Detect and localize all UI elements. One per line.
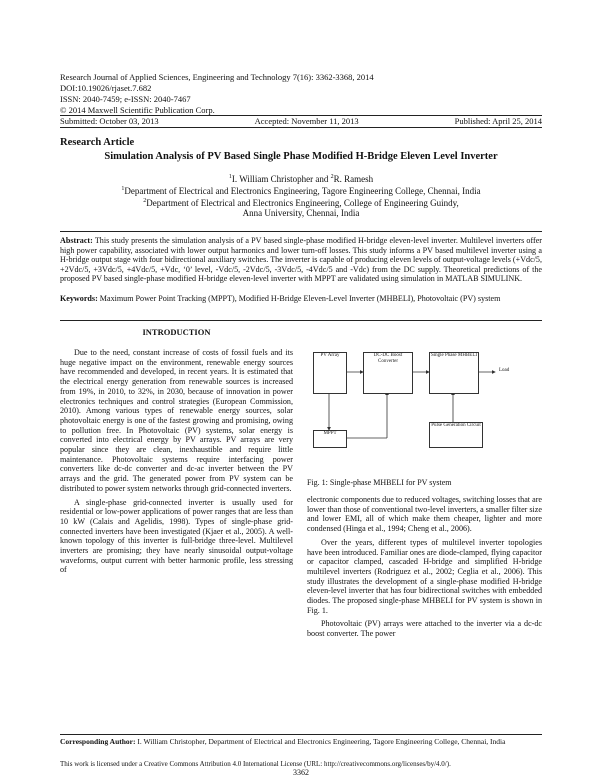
article-title: Simulation Analysis of PV Based Single Phase Modified H-Bridge Eleven Level Inverter xyxy=(104,151,498,162)
journal-name: Research Journal of Applied Sciences, Engineering and Technology 7(16): 3362-3368, 2014 xyxy=(60,72,374,82)
keywords-text: Maximum Power Point Tracking (MPPT), Modified H-Bridge Eleven-Level Inverter (MHBELI), Photovoltaic (PV) system xyxy=(99,294,501,303)
aff1-sup: 1 xyxy=(121,186,125,192)
abstract-label: Abstract: xyxy=(60,236,93,245)
article-type: Research Article xyxy=(60,137,135,148)
author-and: and xyxy=(313,174,331,184)
footer-rule xyxy=(60,734,542,735)
copyright: © 2014 Maxwell Scientific Publication Corp. xyxy=(60,105,215,115)
aff2-sup: 2 xyxy=(143,198,147,204)
section-heading-introduction: INTRODUCTION xyxy=(142,327,211,337)
corr-text: I. William Christopher, Department of Electrical and Electronics Engineering, Tagore Engineering College, Chennai, India xyxy=(137,737,506,746)
left-column xyxy=(60,348,293,575)
author2-sup: 2 xyxy=(330,174,334,180)
intro-paragraph-5: Photovoltaic (PV) arrays were attached to the inverter via a dc-dc boost converter. The power xyxy=(307,619,542,639)
block-mppt: MPPT xyxy=(313,430,347,448)
figure-1 xyxy=(307,330,542,472)
dates-row xyxy=(60,116,542,126)
affiliation-2b: Anna University, Chennai, India xyxy=(242,208,360,218)
header-rule-bottom xyxy=(60,127,542,128)
keywords xyxy=(60,294,542,304)
author-2: R. Ramesh xyxy=(333,174,374,184)
corr-label: Corresponding Author: xyxy=(60,737,136,746)
abstract-rule-top xyxy=(60,231,542,232)
accepted-date: Accepted: November 11, 2013 xyxy=(254,116,359,126)
license-notice: This work is licensed under a Creative Commons Attribution 4.0 International License (URL: http://creativecommons.org/licenses/by/4.0/). xyxy=(60,760,451,768)
abstract xyxy=(60,236,542,284)
body-rule xyxy=(60,320,542,321)
intro-paragraph-4: Over the years, different types of multilevel inverter topologies have been introduced. Familiar ones are diode-clamped, flying capacitor or capacitor clamped, cascaded H-bridge and simplified H-bridge multilevel inverters (Rodriguez et al., 2002; Ceglia et al., 2006). This study illustrates the development of a single-phase modified H-bridge eleven-level inverter that has four bidirectional switches with embedded diodes. The proposed single-phase MHBELI for PV system is shown in Fig. 1. xyxy=(307,537,542,615)
intro-paragraph-1: Due to the need, constant increase of costs of fossil fuels and its huge negative impact on the environment, renewable energy sources have recommended and developed, in recent years. It is estimated that the electrical energy generation from renewable sources is increased from 19%, in 2010, to 32%, in 2030, because of innovation in power electronics techniques and control strategies (European Commission, 2010). Among various types of renewable energy sources, solar photovoltaic energy is one of the fastest growing and promising, owing to pollution free. In Photovoltaic (PV) systems, solar energy is converted into electrical energy by PV arrays. PV arrays are very popular since they are clean, inexhaustible and require little maintenance. Photovoltaic systems require interfacing power converters like dc-dc converter and dc-ac inverter between the PV arrays and the grid. The generated power from PV system can be distributed to power system networks through grid-connected inverters. xyxy=(60,348,293,493)
aff2-text: Department of Electrical and Electronics Engineering, College of Engineering Guindy, xyxy=(146,198,459,208)
block-load-label: Load xyxy=(499,368,510,373)
intro-paragraph-3: electronic components due to reduced voltages, switching losses that are lower than those of conventional two-level inverters, a smaller filter size and lower EMI, all of which make them cheaper, lighter and more condensed (Hinga et al., 1994; Cheng et al., 2006). xyxy=(307,495,542,534)
page-number: 3362 xyxy=(293,768,309,777)
abstract-text: This study presents the simulation analysis of a PV based single-phase modified H-bridge eleven-level inverter. Multilevel inverters offer high power capability, associated with lower output harmonics and lower turn-off losses. This study informs a PV based multilevel inverter using a H-bridge output stage with four bidirectional auxiliary switches. The inverter is capable of producing eleven levels of output-voltage levels (+Vdc/5, +2Vdc/5, +3Vdc/5, +4Vdc/5, +Vdc, ‘0’ level, -Vdc/5, -2Vdc/5, -3Vdc/5, -4Vdc/5 and -Vdc) from the DC supply. Theoretical predictions of the proposed PV based single-phase modified H-bridge eleven-level inverter with MPPT are validated using simulation in MATLAB SIMULINK. xyxy=(60,236,542,284)
published-date: Published: April 25, 2014 xyxy=(454,116,542,126)
keywords-label: Keywords: xyxy=(60,294,98,303)
block-pv-array: PV Array xyxy=(313,352,347,394)
block-mhbeli-inverter: Single Phase MHBELI xyxy=(429,352,479,394)
aff1-text: Department of Electrical and Electronics Engineering, Tagore Engineering College, Chennai, India xyxy=(124,186,481,196)
submitted-date: Submitted: October 03, 2013 xyxy=(60,116,159,126)
intro-paragraph-2: A single-phase grid-connected inverter is usually used for residential or low-power applications of power ranges that are less than 10 kW (Calais and Agelidis, 1998). Types of single-phase grid-connected inverters have been investigated (Kjaer et al., 2005). A well-known topology of this inverter is full-bridge three-level. Multilevel inverters are promising; they have nearly sinusoidal output-voltage waveforms, output current with better harmonic profile, less stressing of xyxy=(60,497,293,575)
author1-sup: 1 xyxy=(228,174,232,180)
block-pulse-generation: Pulse Generation Circuit xyxy=(429,422,483,448)
doi: DOI:10.19026/rjaset.7.682 xyxy=(60,83,152,93)
block-boost-converter: DC-DC Boost Converter xyxy=(363,352,413,394)
issn: ISSN: 2040-7459; e-ISSN: 2040-7467 xyxy=(60,94,191,104)
corresponding-author xyxy=(60,737,542,746)
right-column xyxy=(307,495,542,639)
figure-caption: Fig. 1: Single-phase MHBELI for PV system xyxy=(307,478,452,487)
author-1: I. William Christopher xyxy=(231,174,314,184)
